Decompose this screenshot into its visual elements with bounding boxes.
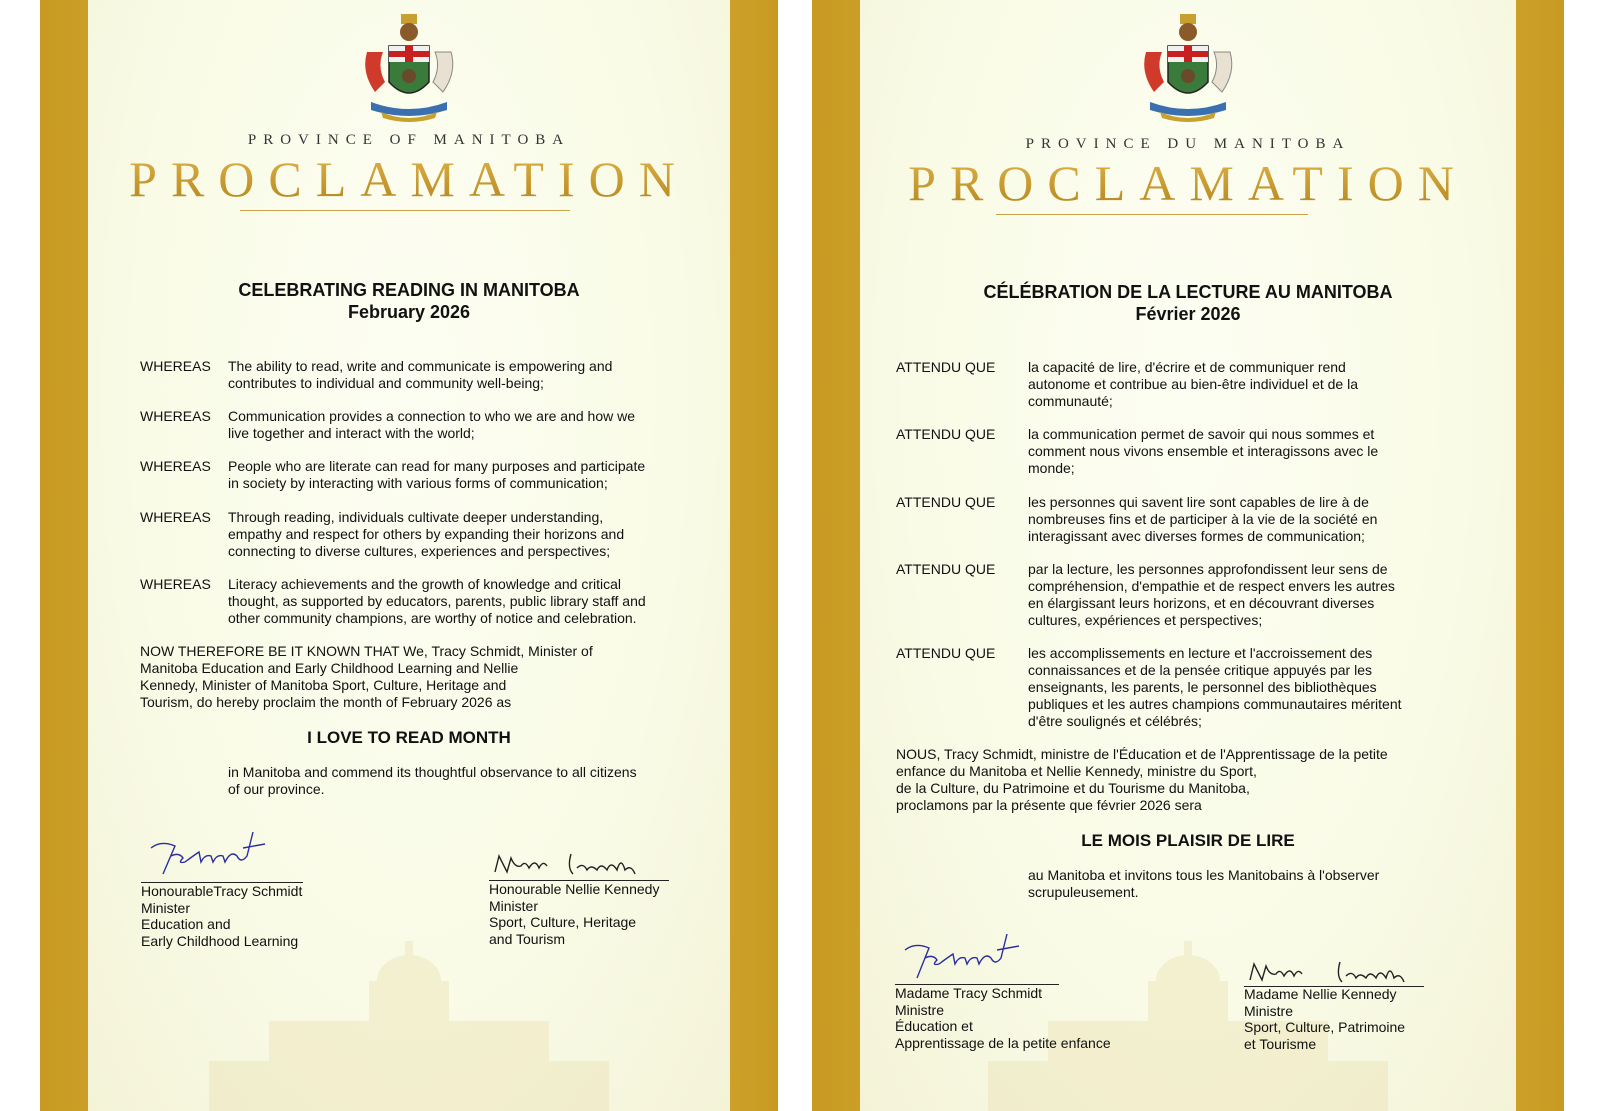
clause-keyword: ATTENDU QUE	[896, 494, 996, 510]
clause-text: par la lecture, les personnes approfondissent leur sens de compréhension, d'empathie et de respect envers les autres en élargissant leurs horizons, et en découvrant diverses cultures, expériences et perspectives;	[1028, 561, 1395, 628]
proclaim-paragraph: NOW THEREFORE BE IT KNOWN THAT We, Tracy Schmidt, Minister of Manitoba Education and Early Childhood Learning and Nellie Kennedy, Minister of Manitoba Sport, Culture, Heritage and Tourism, do hereby proclaim the month of February 2026 as	[140, 643, 593, 710]
proclamation-heading: PROCLAMATION	[860, 154, 1516, 212]
closing-paragraph: au Manitoba et invitons tous les Manitobains à l'observer scrupuleusement.	[1028, 867, 1380, 900]
clause-text: Literacy achievements and the growth of knowledge and critical thought, as supported by educators, parents, public library staff and other community champions, are worthy of notice and celebration.	[228, 576, 646, 626]
proclamation-sheet-english	[40, 0, 778, 1111]
closing-paragraph: in Manitoba and commend its thoughtful observance to all citizens of our province.	[228, 764, 637, 797]
province-heading: PROVINCE DU MANITOBA	[1025, 136, 1351, 152]
manitoba-coat-of-arms-icon	[1136, 12, 1240, 124]
proclamation-title: CÉLÉBRATION DE LA LECTURE AU MANITOBA	[983, 282, 1393, 302]
signature-block-schmidt	[141, 826, 341, 956]
clause-keyword: WHEREAS	[140, 358, 211, 374]
handwritten-signature-kennedy	[489, 848, 669, 880]
clause-text: la capacité de lire, d'écrire et de communiquer rend autonome et contribue au bien-être individuel et de la communauté;	[1028, 359, 1358, 409]
proclamation-title: CELEBRATING READING IN MANITOBA	[238, 280, 580, 300]
clause-keyword: ATTENDU QUE	[896, 645, 996, 661]
clause-text: les personnes qui savent lire sont capables de lire à de nombreuses fins et de participer à la vie de la société en interagissant avec diverses formes de communication;	[1028, 494, 1378, 544]
proclaimed-month-title: LE MOIS PLAISIR DE LIRE	[1081, 831, 1295, 850]
signature-block-kennedy	[1244, 958, 1454, 1058]
proclamation-sheet-french	[812, 0, 1564, 1111]
proclamation-date: Février 2026	[1135, 304, 1241, 324]
proclaimed-month-title: I LOVE TO READ MONTH	[307, 728, 511, 747]
heading-rule	[996, 214, 1308, 215]
clause-keyword: WHEREAS	[140, 576, 211, 592]
manitoba-coat-of-arms-icon	[357, 12, 461, 124]
clause-text: les accomplissements en lecture et l'accroissement des connaissances et de la pensée critique appuyés par les enseignants, les parents, le personnel des bibliothèques publiques et les autres champions communautaires méritent d'être soulignés et célébrés;	[1028, 645, 1402, 729]
proclamation-heading: PROCLAMATION	[88, 150, 730, 208]
clause-keyword: WHEREAS	[140, 408, 211, 424]
clause-text: The ability to read, write and communicate is empowering and contributes to individual and community well-being;	[228, 358, 613, 391]
clause-keyword: WHEREAS	[140, 458, 211, 474]
signature-block-kennedy	[489, 848, 689, 958]
signatory-kennedy: Madame Nellie Kennedy Ministre Sport, Culture, Patrimoine et Tourisme	[1244, 986, 1406, 1052]
clause-keyword: ATTENDU QUE	[896, 561, 996, 577]
clause-text: la communication permet de savoir qui nous sommes et comment nous vivons ensemble et interagissons avec le monde;	[1028, 426, 1379, 476]
handwritten-signature-kennedy	[1244, 958, 1424, 986]
province-heading: PROVINCE OF MANITOBA	[247, 132, 571, 148]
clause-text: Communication provides a connection to who we are and how we live together and interact with the world;	[228, 408, 636, 441]
paper	[88, 0, 730, 1111]
clause-text: Through reading, individuals cultivate deeper understanding, empathy and respect for others by expanding their horizons and connecting to diverse cultures, experiences and perspectives;	[228, 509, 625, 559]
paper	[860, 0, 1516, 1111]
signature-block-schmidt	[895, 928, 1135, 1058]
signatory-kennedy: Honourable Nellie Kennedy Minister Sport, Culture, Heritage and Tourism	[489, 881, 660, 947]
clause-text: People who are literate can read for many purposes and participate in society by interacting with various forms of communication;	[228, 458, 646, 491]
clause-keyword: ATTENDU QUE	[896, 426, 996, 442]
handwritten-signature-schmidt	[895, 928, 1059, 984]
proclaim-paragraph: NOUS, Tracy Schmidt, ministre de l'Éducation et de l'Apprentissage de la petite enfance du Manitoba et Nellie Kennedy, ministre du Sport, de la Culture, du Patrimoine et du Tourisme du Manitoba, proclamons par la présente que février 2026 sera	[896, 746, 1388, 813]
heading-rule	[240, 210, 570, 211]
proclamation-date: February 2026	[347, 302, 471, 322]
signatory-schmidt: Madame Tracy Schmidt Ministre Éducation et Apprentissage de la petite enfance	[895, 985, 1111, 1051]
clause-keyword: WHEREAS	[140, 509, 211, 525]
clause-keyword: ATTENDU QUE	[896, 359, 996, 375]
handwritten-signature-schmidt	[141, 826, 301, 882]
signatory-schmidt: HonourableTracy Schmidt Minister Education and Early Childhood Learning	[141, 883, 303, 949]
